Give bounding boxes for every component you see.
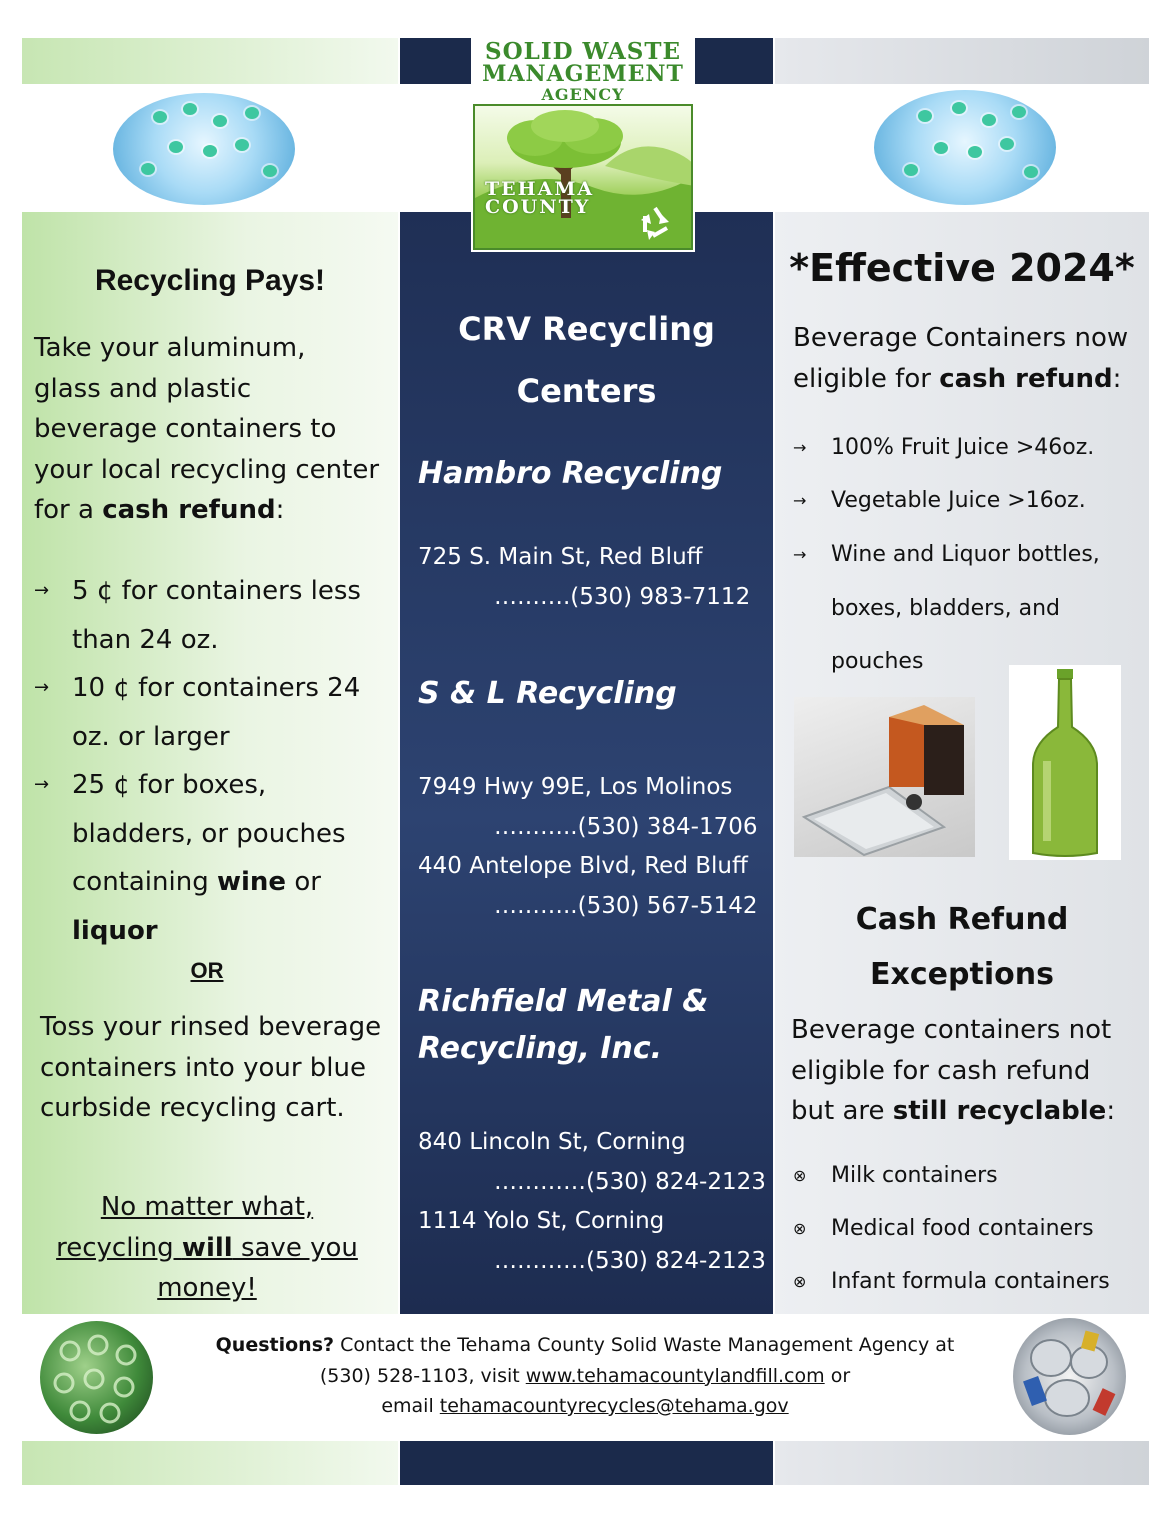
logo-title-line2: MANAGEMENT — [482, 61, 684, 87]
list-item: → Vegetable Juice >16oz. — [793, 474, 1143, 528]
crv-heading-line2: Centers — [516, 372, 657, 410]
arrow-icon: → — [793, 545, 807, 564]
center-location: 725 S. Main St, Red Bluff ……….(530) 983-7112 — [418, 544, 751, 610]
circled-x-icon: ⊗ — [793, 1166, 807, 1185]
recycling-pays-heading: Recycling Pays! — [94, 264, 326, 297]
eligible-list — [793, 421, 1143, 691]
bullet-5-cents: → 5 ¢ for containers less than 24 oz. — [34, 567, 384, 665]
exceptions-paragraph: Beverage containers not eligible for cash refund but are still recyclable: — [791, 1015, 1116, 1126]
middle-column — [400, 212, 773, 1314]
bladder-illustration — [794, 697, 975, 857]
top-band-silver — [775, 38, 1149, 84]
arrow-icon: → — [34, 580, 50, 601]
arrow-icon: → — [793, 438, 807, 457]
eligible-paragraph: Beverage Containers now eligible for cash refund: — [793, 323, 1129, 394]
tree-landscape-emblem — [473, 104, 693, 250]
toss-paragraph: Toss your rinsed beverage containers into your blue curbside recycling cart. — [40, 1012, 382, 1123]
right-column — [775, 212, 1149, 1314]
logo-title-line3: AGENCY — [541, 85, 625, 104]
website-link[interactable]: www.tehamacountylandfill.com — [525, 1364, 825, 1387]
plastic-bottles-image-right — [874, 90, 1056, 205]
list-item: → Wine and Liquor bottles, boxes, bladders, and pouches — [793, 528, 1143, 688]
recycle-icon — [635, 202, 675, 242]
glass-bottles-image — [40, 1321, 153, 1434]
arrow-icon: → — [34, 774, 50, 795]
bottom-band-green — [22, 1441, 398, 1485]
crv-heading-line1: CRV Recycling — [458, 310, 715, 348]
bullet-10-cents: → 10 ¢ for containers 24 oz. or larger — [34, 664, 384, 762]
center-name-richfield: Richfield Metal & Recycling, Inc. — [418, 984, 709, 1066]
plastic-bottles-image-left — [113, 93, 295, 205]
bullet-25-cents: → 25 ¢ for boxes, bladders, or pouches containing wine or liquor — [34, 761, 384, 957]
bottom-band-navy — [400, 1441, 773, 1485]
green-bottle-illustration — [1009, 665, 1121, 860]
arrow-icon: → — [34, 677, 50, 698]
email-link[interactable]: tehamacountyrecycles@tehama.gov — [439, 1395, 789, 1417]
exceptions-heading: Cash Refund Exceptions — [855, 902, 1069, 992]
center-name-hambro: Hambro Recycling — [418, 456, 723, 491]
wine-bottle-image — [1009, 665, 1121, 860]
boxed-wine-bladder-image — [794, 697, 975, 857]
arrow-icon: → — [793, 491, 807, 510]
circled-x-icon: ⊗ — [793, 1272, 807, 1291]
center-location: 7949 Hwy 99E, Los Molinos ………..(530) 384-1706 440 Antelope Blvd, Red Bluff ………..(530) 567-5142 — [418, 774, 758, 919]
intro-paragraph: Take your aluminum, glass and plastic beverage containers to your local recycling center for a cash refund: — [34, 333, 380, 525]
logo-title-line1: SOLID WASTE — [485, 38, 681, 65]
center-location: 840 Lincoln St, Corning …………(530) 824-2123 1114 Yolo St, Corning …………(530) 824-2123 — [418, 1129, 766, 1274]
logo-county-text: TEHAMA COUNTY — [485, 178, 595, 218]
contact-footer: Questions? Contact the Tehama County Solid Waste Management Agency at (530) 528-1103, visit www.tehamacountylandfill.com or email tehamacountyrecycles@tehama.gov — [215, 1334, 955, 1417]
bottle-necks-illustration — [40, 1321, 153, 1434]
circled-x-icon: ⊗ — [793, 1219, 807, 1238]
bottom-band-silver — [775, 1441, 1149, 1485]
or-divider: OR — [190, 958, 224, 983]
list-item: → 100% Fruit Juice >46oz. — [793, 421, 1143, 475]
exceptions-list: ⊗ Milk containers ⊗ Medical food containers ⊗ Infant formula containers — [793, 1149, 1143, 1314]
aluminum-cans-image — [1013, 1318, 1126, 1435]
top-band-green — [22, 38, 398, 84]
effective-2024-heading: *Effective 2024* — [789, 246, 1135, 290]
left-column — [22, 212, 398, 1314]
closing-statement: No matter what, recycling will save you money! — [56, 1192, 358, 1303]
center-name-sl: S & L Recycling — [418, 676, 677, 711]
agency-logo — [471, 38, 695, 252]
crushed-cans-illustration — [1013, 1318, 1126, 1435]
